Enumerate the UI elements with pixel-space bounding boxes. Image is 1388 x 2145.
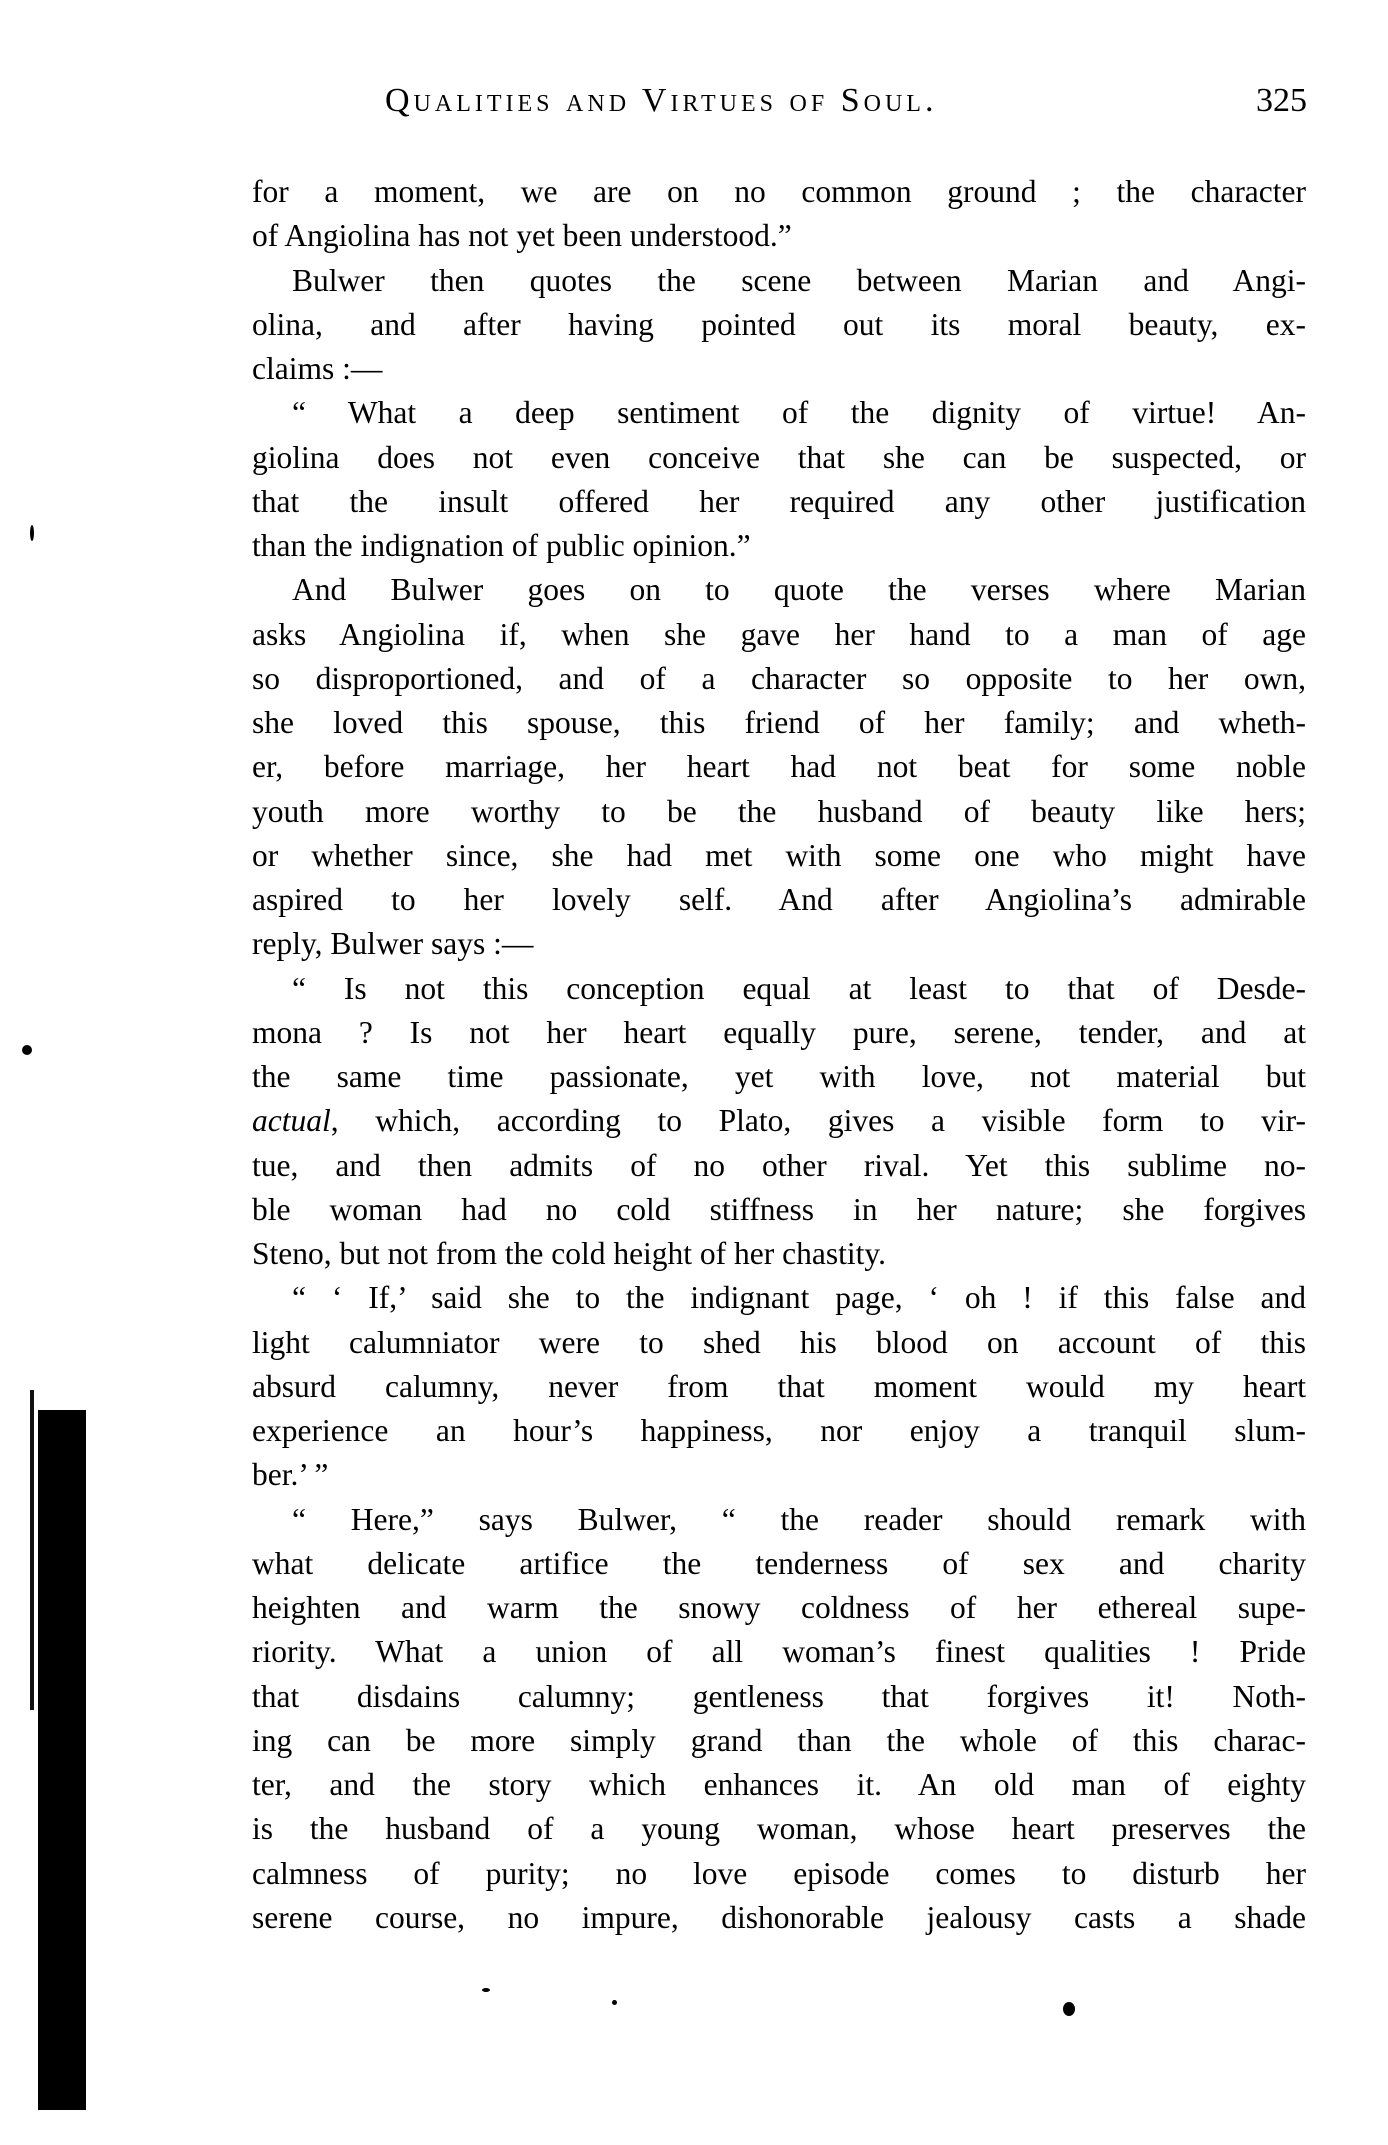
text-line: er, before marriage, her heart had not beat for some noble <box>252 749 1306 785</box>
text-line: of Angiolina has not yet been understood.” <box>252 218 792 254</box>
scan-speck <box>482 1988 490 1992</box>
scan-speck <box>30 525 34 541</box>
binding-shadow <box>38 1410 86 2110</box>
text-line: riority. What a union of all woman’s finest qualities ! Pride <box>252 1634 1306 1670</box>
text-line: olina, and after having pointed out its moral beauty, ex- <box>252 306 1306 342</box>
text-line: that the insult offered her required any other justification <box>252 483 1306 519</box>
text-line: absurd calumny, never from that moment would my heart <box>252 1368 1306 1404</box>
text-line: giolina does not even conceive that she can be suspected, or <box>252 439 1306 475</box>
text-line: And Bulwer goes on to quote the verses where Marian <box>292 572 1306 608</box>
text-line: experience an hour’s happiness, nor enjoy a tranquil slum- <box>252 1413 1306 1448</box>
scan-speck <box>1063 2002 1075 2016</box>
text-line: ber.’ ” <box>252 1457 329 1493</box>
text-line: tue, and then admits of no other rival. Yet this sublime no- <box>252 1147 1306 1183</box>
running-title: Qualities and Virtues of Soul. <box>385 82 938 119</box>
text-line: aspired to her lovely self. And after Angiolina’s admirable <box>252 882 1306 917</box>
text-line: serene course, no impure, dishonorable jealousy casts a shade <box>252 1899 1306 1935</box>
binding-shadow-edge <box>30 1390 34 1710</box>
text-line: Steno, but not from the cold height of her chastity. <box>252 1236 886 1271</box>
text-line: ble woman had no cold stiffness in her nature; she forgives <box>252 1191 1306 1227</box>
text-line: reply, Bulwer says :— <box>252 926 534 962</box>
text-line: claims :— <box>252 351 383 386</box>
text-line: what delicate artifice the tenderness of sex and charity <box>252 1545 1306 1581</box>
text-line: light calumniator were to shed his blood on account of this <box>252 1324 1306 1360</box>
text-line: that disdains calumny; gentleness that forgives it! Noth- <box>252 1678 1306 1714</box>
text-line: Bulwer then quotes the scene between Marian and Angi- <box>292 262 1306 298</box>
text-line: is the husband of a young woman, whose heart preserves the <box>252 1811 1306 1847</box>
text-line: asks Angiolina if, when she gave her hand to a man of age <box>252 616 1306 652</box>
text-line: mona ? Is not her heart equally pure, serene, tender, and at <box>252 1014 1306 1050</box>
text-line: youth more worthy to be the husband of beauty like hers; <box>252 793 1306 829</box>
page-header <box>385 82 1307 132</box>
text-line: so disproportioned, and of a character so opposite to her own, <box>252 660 1306 696</box>
text-line: she loved this spouse, this friend of her family; and wheth- <box>252 705 1306 740</box>
text-line: “ Here,” says Bulwer, “ the reader should remark with <box>292 1501 1306 1537</box>
scan-speck <box>612 2000 617 2005</box>
body-text <box>252 170 1306 1940</box>
text-line: “ Is not this conception equal at least to that of Desde- <box>292 970 1306 1006</box>
text-line: “ What a deep sentiment of the dignity of virtue! An- <box>292 395 1306 431</box>
text-line: the same time passionate, yet with love, not material but <box>252 1059 1306 1094</box>
text-line: ter, and the story which enhances it. An old man of eighty <box>252 1767 1306 1802</box>
text-line: “ ‘ If,’ said she to the indignant page, ‘ oh ! if this false and <box>292 1280 1306 1316</box>
text-line: calmness of purity; no love episode comes to disturb her <box>252 1855 1306 1891</box>
text-line: heighten and warm the snowy coldness of her ethereal supe- <box>252 1590 1306 1625</box>
text-line: ing can be more simply grand than the whole of this charac- <box>252 1722 1306 1758</box>
scan-speck <box>22 1045 32 1055</box>
text-line: for a moment, we are on no common ground ; the character <box>252 174 1306 209</box>
text-line: actual, which, according to Plato, gives a visible form to vir- <box>252 1103 1306 1139</box>
text-line: than the indignation of public opinion.” <box>252 528 751 563</box>
text-line: or whether since, she had met with some one who might have <box>252 837 1306 873</box>
page-number: 325 <box>1256 82 1307 119</box>
